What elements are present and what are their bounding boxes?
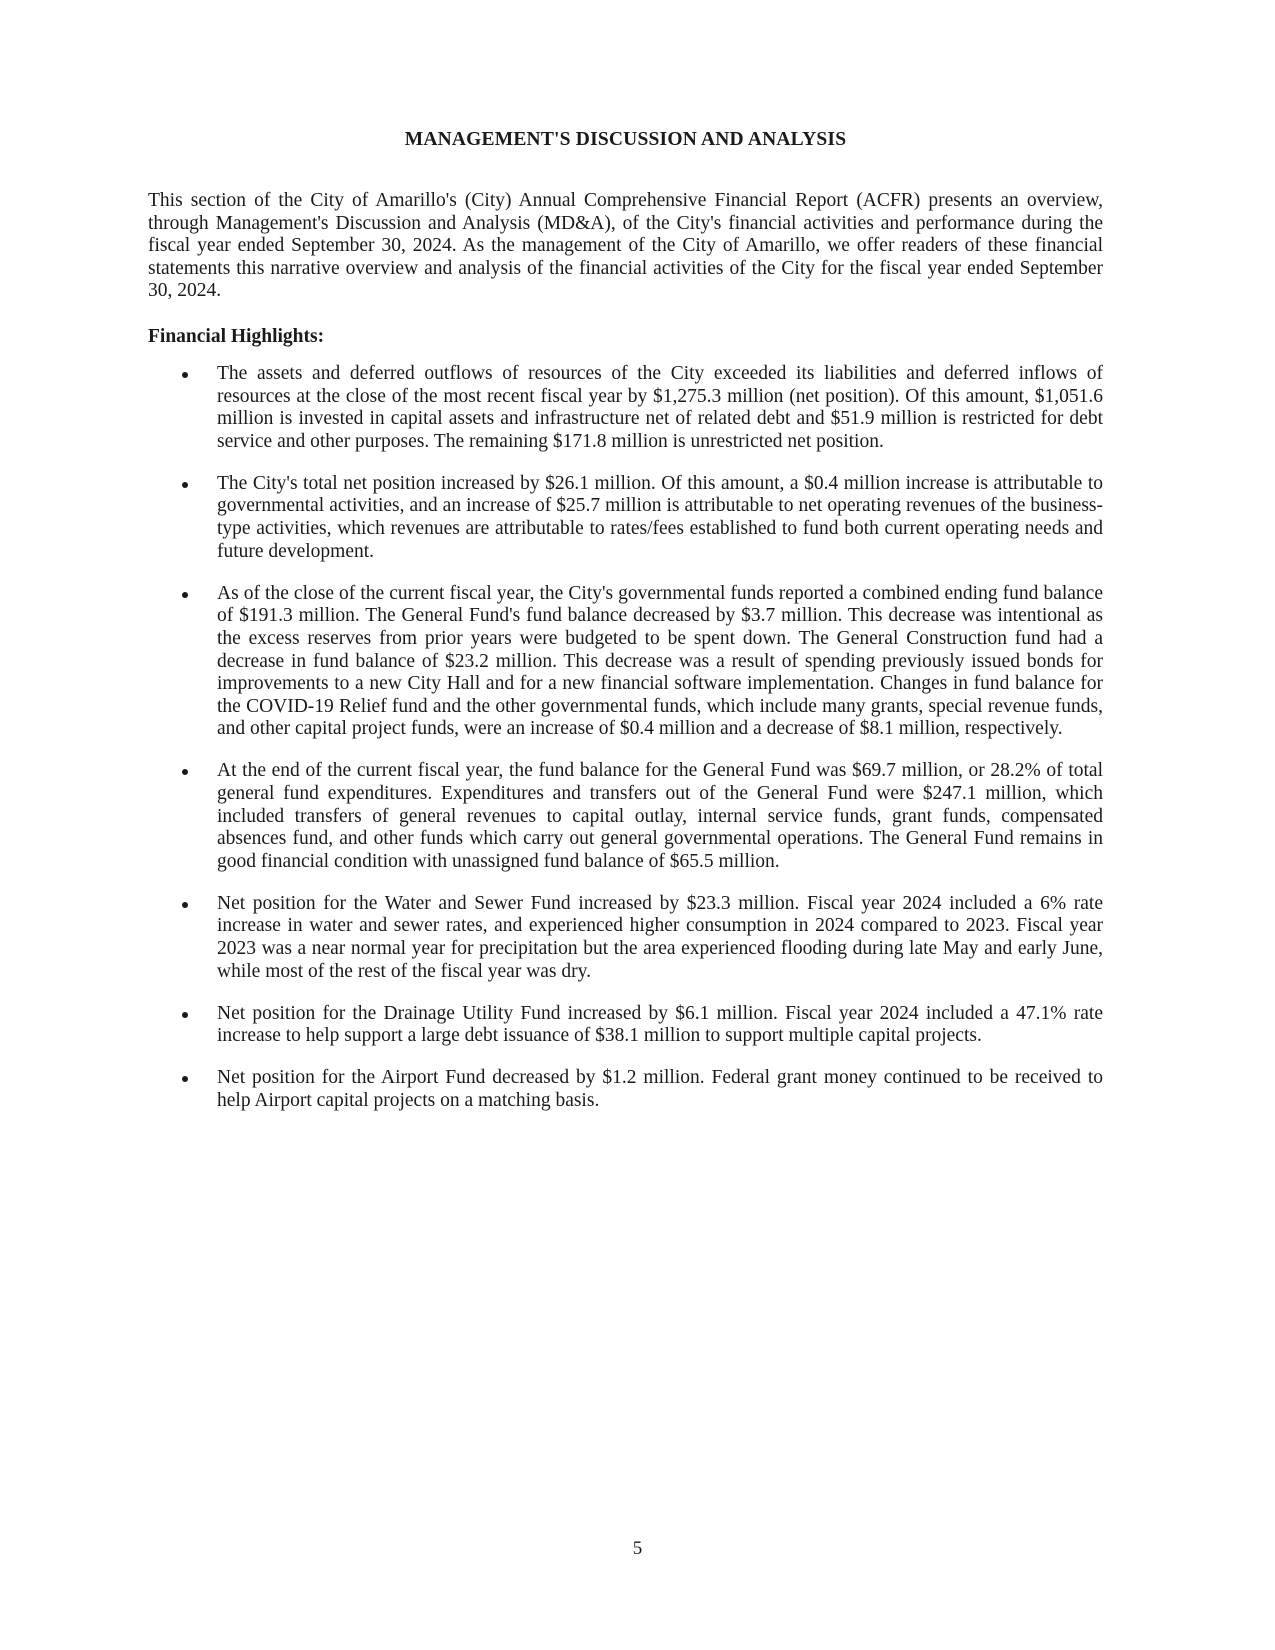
bullet-icon	[182, 1076, 188, 1082]
bullet-icon	[182, 592, 188, 598]
highlight-item	[148, 893, 1103, 983]
highlights-list	[148, 363, 1103, 1113]
bullet-icon	[182, 482, 188, 488]
highlight-item	[148, 583, 1103, 741]
bullet-icon	[182, 902, 188, 908]
highlight-text: Net position for the Airport Fund decreased by $1.2 million. Federal grant money continued to be received to help Airport capital projects on a matching basis.	[217, 1067, 1103, 1111]
highlight-text: Net position for the Drainage Utility Fund increased by $6.1 million. Fiscal year 2024 included a 47.1% rate increase to help support a large debt issuance of $38.1 million to support multiple capital projects.	[217, 1002, 1103, 1047]
section-heading-financial-highlights: Financial Highlights:	[148, 325, 325, 347]
page-number: 5	[632, 1538, 643, 1559]
highlight-text: Net position for the Water and Sewer Fund increased by $23.3 million. Fiscal year 2024 included a 6% rate increase in water and sewer rates, and experienced higher consumption in 2024 compared to 2023. Fiscal year 2023 was a near normal year for precipitation but the area experienced flooding during late May and early June, while most of the rest of the fiscal year was dry.	[217, 892, 1103, 982]
highlight-text: At the end of the current fiscal year, the fund balance for the General Fund was $69.7 million, or 28.2% of total general fund expenditures. Expenditures and transfers out of the General Fund were $247.1 million, which included transfers of general revenues to capital outlay, internal service funds, grant funds, compensated absences fund, and other funds which carry out general governmental operations. The General Fund remains in good financial condition with unassigned fund balance of $65.5 million.	[217, 760, 1103, 872]
intro-paragraph: This section of the City of Amarillo's (City) Annual Comprehensive Financial Report (ACFR) presents an overview, through Management's Discussion and Analysis (MD&A), of the City's financial activities and performance during the fiscal year ended September 30, 2024. As the management of the City of Amarillo, we offer readers of these financial statements this narrative overview and analysis of the financial activities of the City for the fiscal year ended September 30, 2024.	[148, 190, 1103, 302]
highlight-text: The City's total net position increased by $26.1 million. Of this amount, a $0.4 million increase is attributable to governmental activities, and an increase of $25.7 million is attributable to net operating revenues of the business-type activities, which revenues are attributable to rates/fees established to fund both current operating needs and future development.	[217, 472, 1103, 562]
bullet-icon	[182, 372, 188, 378]
highlight-item	[148, 1067, 1103, 1112]
highlight-item	[148, 363, 1103, 453]
highlight-text: As of the close of the current fiscal year, the City's governmental funds reported a combined ending fund balance of $191.3 million. The General Fund's fund balance decreased by $3.7 million. This decrease was intentional as the excess reserves from prior years were budgeted to be spent down. The General Construction fund had a decrease in fund balance of $23.2 million. This decrease was a result of spending previously issued bonds for improvements to a new City Hall and for a new financial software implementation. Changes in fund balance for the COVID-19 Relief fund and the other governmental funds, which include many grants, special revenue funds, and other capital project funds, were an increase of $0.4 million and a decrease of $8.1 million, respectively.	[217, 582, 1103, 740]
highlight-item	[148, 1003, 1103, 1048]
bullet-icon	[182, 1012, 188, 1018]
highlight-text: The assets and deferred outflows of resources of the City exceeded its liabilities and deferred inflows of resources at the close of the most recent fiscal year by $1,275.3 million (net position). Of this amount, $1,051.6 million is invested in capital assets and infrastructure net of related debt and $51.9 million is restricted for debt service and other purposes. The remaining $171.8 million is unrestricted net position.	[217, 362, 1103, 452]
bullet-icon	[182, 769, 188, 775]
page-title: MANAGEMENT'S DISCUSSION AND ANALYSIS	[404, 129, 847, 150]
highlight-item	[148, 473, 1103, 563]
highlight-item	[148, 760, 1103, 873]
document-page	[148, 128, 1103, 1132]
